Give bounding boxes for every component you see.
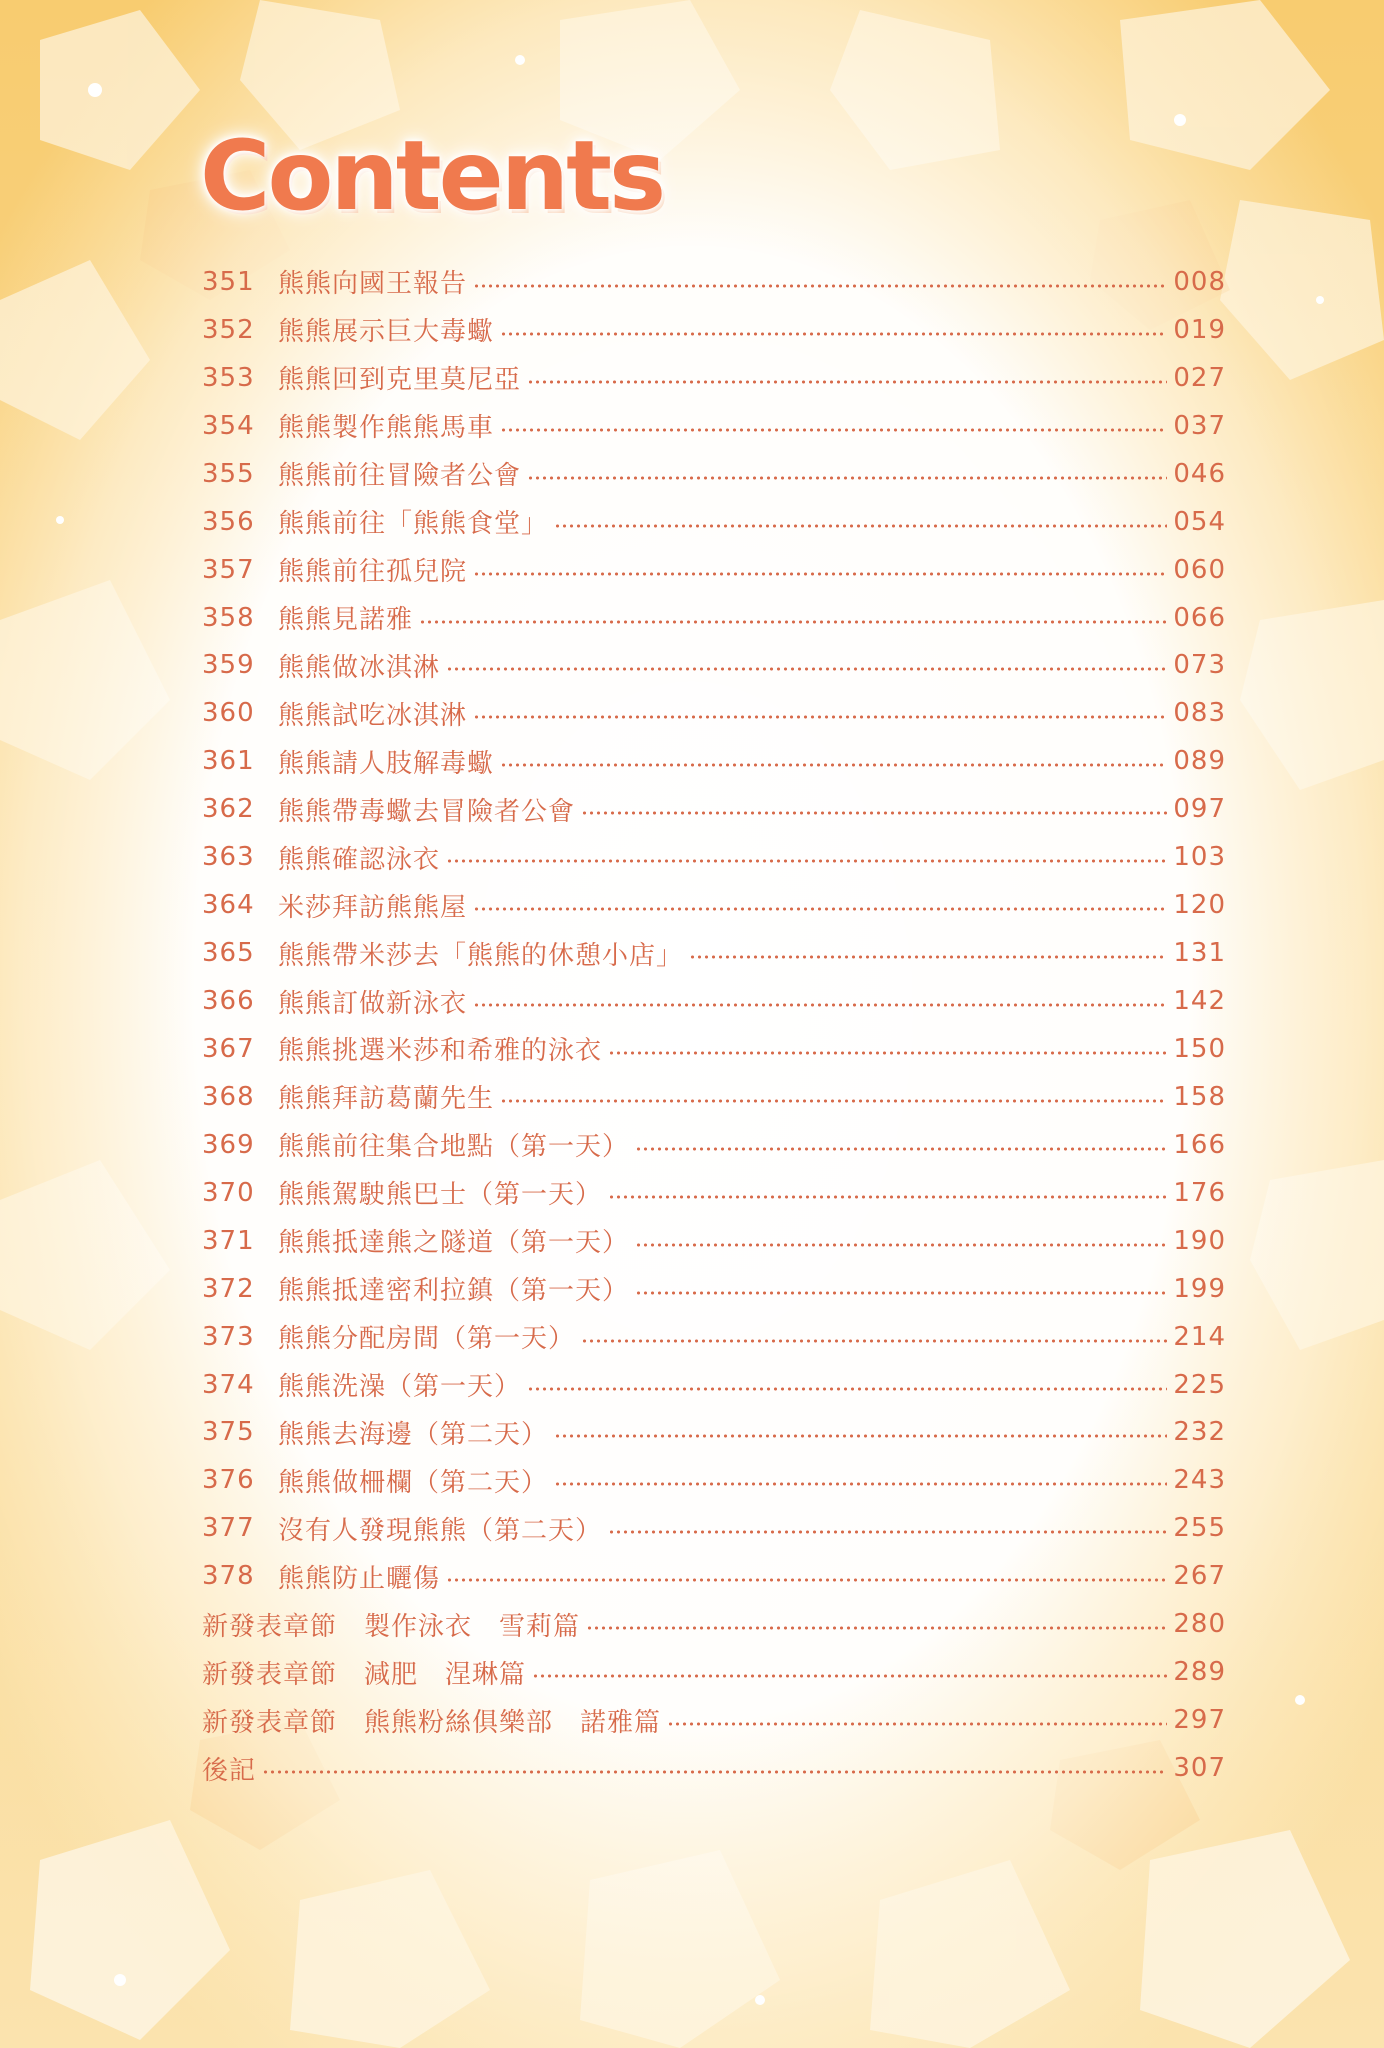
page-number: 097 — [1173, 794, 1226, 825]
dot-leader — [581, 811, 1167, 815]
chapter-title: 新發表章節 減肥 涅琳篇 — [202, 1659, 527, 1690]
chapter-number: 371 — [202, 1225, 255, 1256]
page-number: 054 — [1173, 506, 1226, 537]
chapter-number: 358 — [202, 602, 255, 633]
page-number: 060 — [1173, 554, 1226, 585]
chapter-title: 熊熊前往「熊熊食堂」 — [278, 509, 549, 540]
page-number: 131 — [1173, 938, 1226, 969]
chapter-title: 熊熊做冰淇淋 — [278, 652, 441, 683]
chapter-number: 363 — [202, 842, 255, 873]
dot-leader — [554, 524, 1167, 528]
page-number: 103 — [1173, 842, 1226, 873]
dot-leader — [554, 1434, 1167, 1438]
toc-entry[interactable] — [202, 1696, 1226, 1744]
chapter-title: 米莎拜訪熊熊屋 — [278, 892, 468, 923]
dot-leader — [581, 1339, 1167, 1343]
chapter-title: 熊熊展示巨大毒蠍 — [278, 317, 495, 348]
chapter-number: 352 — [202, 314, 255, 345]
dot-leader — [532, 1674, 1167, 1678]
chapter-title: 熊熊向國王報告 — [278, 269, 468, 300]
chapter-number: 378 — [202, 1561, 255, 1592]
chapter-title: 熊熊駕駛熊巴士（第一天） — [278, 1180, 603, 1211]
toc-entry[interactable] — [202, 689, 1226, 737]
dot-leader — [446, 1578, 1167, 1582]
chapter-title: 熊熊前往孤兒院 — [278, 557, 468, 588]
page-number: 027 — [1173, 362, 1226, 393]
chapter-title: 新發表章節 製作泳衣 雪莉篇 — [202, 1611, 581, 1642]
chapter-title: 熊熊分配房間（第一天） — [278, 1324, 576, 1355]
chapter-number: 377 — [202, 1513, 255, 1544]
toc-entry[interactable] — [202, 881, 1226, 929]
chapter-title: 熊熊洗澡（第一天） — [278, 1372, 522, 1403]
chapter-title: 熊熊去海邊（第二天） — [278, 1419, 549, 1450]
page-number: 019 — [1173, 314, 1226, 345]
chapter-title: 熊熊前往冒險者公會 — [278, 461, 522, 492]
chapter-number: 360 — [202, 698, 255, 729]
toc-entry[interactable] — [202, 1121, 1226, 1169]
toc-entry[interactable] — [202, 258, 1226, 306]
chapter-number: 370 — [202, 1177, 255, 1208]
toc-entry[interactable] — [202, 929, 1226, 977]
page-number: 089 — [1173, 746, 1226, 777]
toc-entry[interactable] — [202, 1504, 1226, 1552]
dot-leader — [667, 1722, 1167, 1726]
chapter-number: 376 — [202, 1465, 255, 1496]
chapter-title: 熊熊拜訪葛蘭先生 — [278, 1084, 495, 1115]
toc-entry[interactable] — [202, 642, 1226, 690]
chapter-number: 361 — [202, 746, 255, 777]
dot-leader — [473, 715, 1167, 719]
toc-entry[interactable] — [202, 1456, 1226, 1504]
dot-leader — [262, 1770, 1167, 1774]
page-number: 166 — [1173, 1129, 1226, 1160]
dot-leader — [554, 1482, 1167, 1486]
page-number: 066 — [1173, 602, 1226, 633]
chapter-number: 356 — [202, 506, 255, 537]
toc-entry[interactable] — [202, 1025, 1226, 1073]
dot-leader — [608, 1051, 1167, 1055]
chapter-title: 熊熊帶米莎去「熊熊的休憩小店」 — [278, 940, 684, 971]
chapter-title: 熊熊前往集合地點（第一天） — [278, 1132, 630, 1163]
toc-entry[interactable] — [202, 450, 1226, 498]
chapter-title: 熊熊回到克里莫尼亞 — [278, 365, 522, 396]
chapter-number: 375 — [202, 1417, 255, 1448]
chapter-number: 359 — [202, 650, 255, 681]
dot-leader — [500, 428, 1167, 432]
chapter-title: 熊熊製作熊熊馬車 — [278, 413, 495, 444]
toc-entry[interactable] — [202, 785, 1226, 833]
chapter-title: 熊熊訂做新泳衣 — [278, 988, 468, 1019]
dot-leader — [500, 763, 1167, 767]
dot-leader — [527, 476, 1167, 480]
page-number: 214 — [1173, 1321, 1226, 1352]
chapter-number: 374 — [202, 1369, 255, 1400]
dot-leader — [473, 1003, 1167, 1007]
page-number: 158 — [1173, 1081, 1226, 1112]
page-number: 280 — [1173, 1609, 1226, 1640]
chapter-title: 熊熊請人肢解毒蠍 — [278, 748, 495, 779]
chapter-number: 353 — [202, 362, 255, 393]
dot-leader — [527, 380, 1167, 384]
dot-leader — [446, 859, 1167, 863]
page-number: 289 — [1173, 1657, 1226, 1688]
page-number: 150 — [1173, 1033, 1226, 1064]
page-number: 176 — [1173, 1177, 1226, 1208]
chapter-number: 355 — [202, 458, 255, 489]
chapter-title: 熊熊抵達熊之隧道（第一天） — [278, 1228, 630, 1259]
page-number: 046 — [1173, 458, 1226, 489]
chapter-title: 熊熊帶毒蠍去冒險者公會 — [278, 796, 576, 827]
dot-leader — [473, 907, 1167, 911]
dot-leader — [608, 1195, 1167, 1199]
dot-leader — [500, 1099, 1167, 1103]
page-number: 120 — [1173, 890, 1226, 921]
toc-entry[interactable] — [202, 1648, 1226, 1696]
page-number: 267 — [1173, 1561, 1226, 1592]
chapter-title: 沒有人發現熊熊（第二天） — [278, 1515, 603, 1546]
chapter-title: 熊熊見諾雅 — [278, 605, 414, 636]
toc-entry[interactable] — [202, 1552, 1226, 1600]
page-number: 199 — [1173, 1273, 1226, 1304]
dot-leader — [635, 1147, 1167, 1151]
page-number: 142 — [1173, 986, 1226, 1017]
page-number: 232 — [1173, 1417, 1226, 1448]
page-number: 008 — [1173, 266, 1226, 297]
dot-leader — [635, 1243, 1167, 1247]
page-number: 083 — [1173, 698, 1226, 729]
chapter-number: 362 — [202, 794, 255, 825]
toc-entry[interactable] — [202, 833, 1226, 881]
dot-leader — [446, 667, 1167, 671]
dot-leader — [473, 572, 1167, 576]
toc-entry[interactable] — [202, 546, 1226, 594]
chapter-number: 368 — [202, 1081, 255, 1112]
page-number: 190 — [1173, 1225, 1226, 1256]
chapter-number: 357 — [202, 554, 255, 585]
dot-leader — [635, 1291, 1167, 1295]
chapter-number: 351 — [202, 266, 255, 297]
page-title: Contents — [200, 120, 664, 232]
page-number: 255 — [1173, 1513, 1226, 1544]
toc-entry[interactable] — [202, 1361, 1226, 1409]
chapter-title: 後記 — [202, 1755, 257, 1786]
toc-entry[interactable] — [202, 1169, 1226, 1217]
dot-leader — [527, 1387, 1167, 1391]
toc-entry[interactable] — [202, 594, 1226, 642]
dot-leader — [608, 1530, 1167, 1534]
toc-entry[interactable] — [202, 1265, 1226, 1313]
toc-entry[interactable] — [202, 1409, 1226, 1457]
chapter-number: 354 — [202, 410, 255, 441]
toc-entry[interactable] — [202, 737, 1226, 785]
chapter-number: 366 — [202, 986, 255, 1017]
page-number: 307 — [1173, 1753, 1226, 1784]
toc-entry[interactable] — [202, 402, 1226, 450]
chapter-title: 熊熊確認泳衣 — [278, 844, 441, 875]
toc-entry[interactable] — [202, 1600, 1226, 1648]
page-number: 073 — [1173, 650, 1226, 681]
toc-entry[interactable] — [202, 354, 1226, 402]
chapter-number: 373 — [202, 1321, 255, 1352]
dot-leader — [586, 1626, 1167, 1630]
chapter-number: 364 — [202, 890, 255, 921]
toc-entry[interactable] — [202, 1217, 1226, 1265]
chapter-title: 熊熊試吃冰淇淋 — [278, 700, 468, 731]
chapter-title: 熊熊做柵欄（第二天） — [278, 1467, 549, 1498]
page-number: 297 — [1173, 1705, 1226, 1736]
chapter-number: 369 — [202, 1129, 255, 1160]
page-number: 243 — [1173, 1465, 1226, 1496]
table-of-contents — [202, 258, 1226, 1792]
toc-entry[interactable] — [202, 1313, 1226, 1361]
chapter-title: 熊熊抵達密利拉鎮（第一天） — [278, 1276, 630, 1307]
toc-entry[interactable] — [202, 498, 1226, 546]
dot-leader — [500, 332, 1167, 336]
chapter-number: 365 — [202, 938, 255, 969]
chapter-number: 372 — [202, 1273, 255, 1304]
page-number: 225 — [1173, 1369, 1226, 1400]
chapter-number: 367 — [202, 1033, 255, 1064]
toc-entry[interactable] — [202, 1073, 1226, 1121]
dot-leader — [473, 284, 1167, 288]
toc-entry[interactable] — [202, 1744, 1226, 1792]
chapter-title: 新發表章節 熊熊粉絲俱樂部 諾雅篇 — [202, 1707, 662, 1738]
page-number: 037 — [1173, 410, 1226, 441]
dot-leader — [419, 620, 1167, 624]
dot-leader — [689, 955, 1167, 959]
chapter-title: 熊熊防止曬傷 — [278, 1563, 441, 1594]
toc-entry[interactable] — [202, 306, 1226, 354]
toc-entry[interactable] — [202, 977, 1226, 1025]
chapter-title: 熊熊挑選米莎和希雅的泳衣 — [278, 1036, 603, 1067]
